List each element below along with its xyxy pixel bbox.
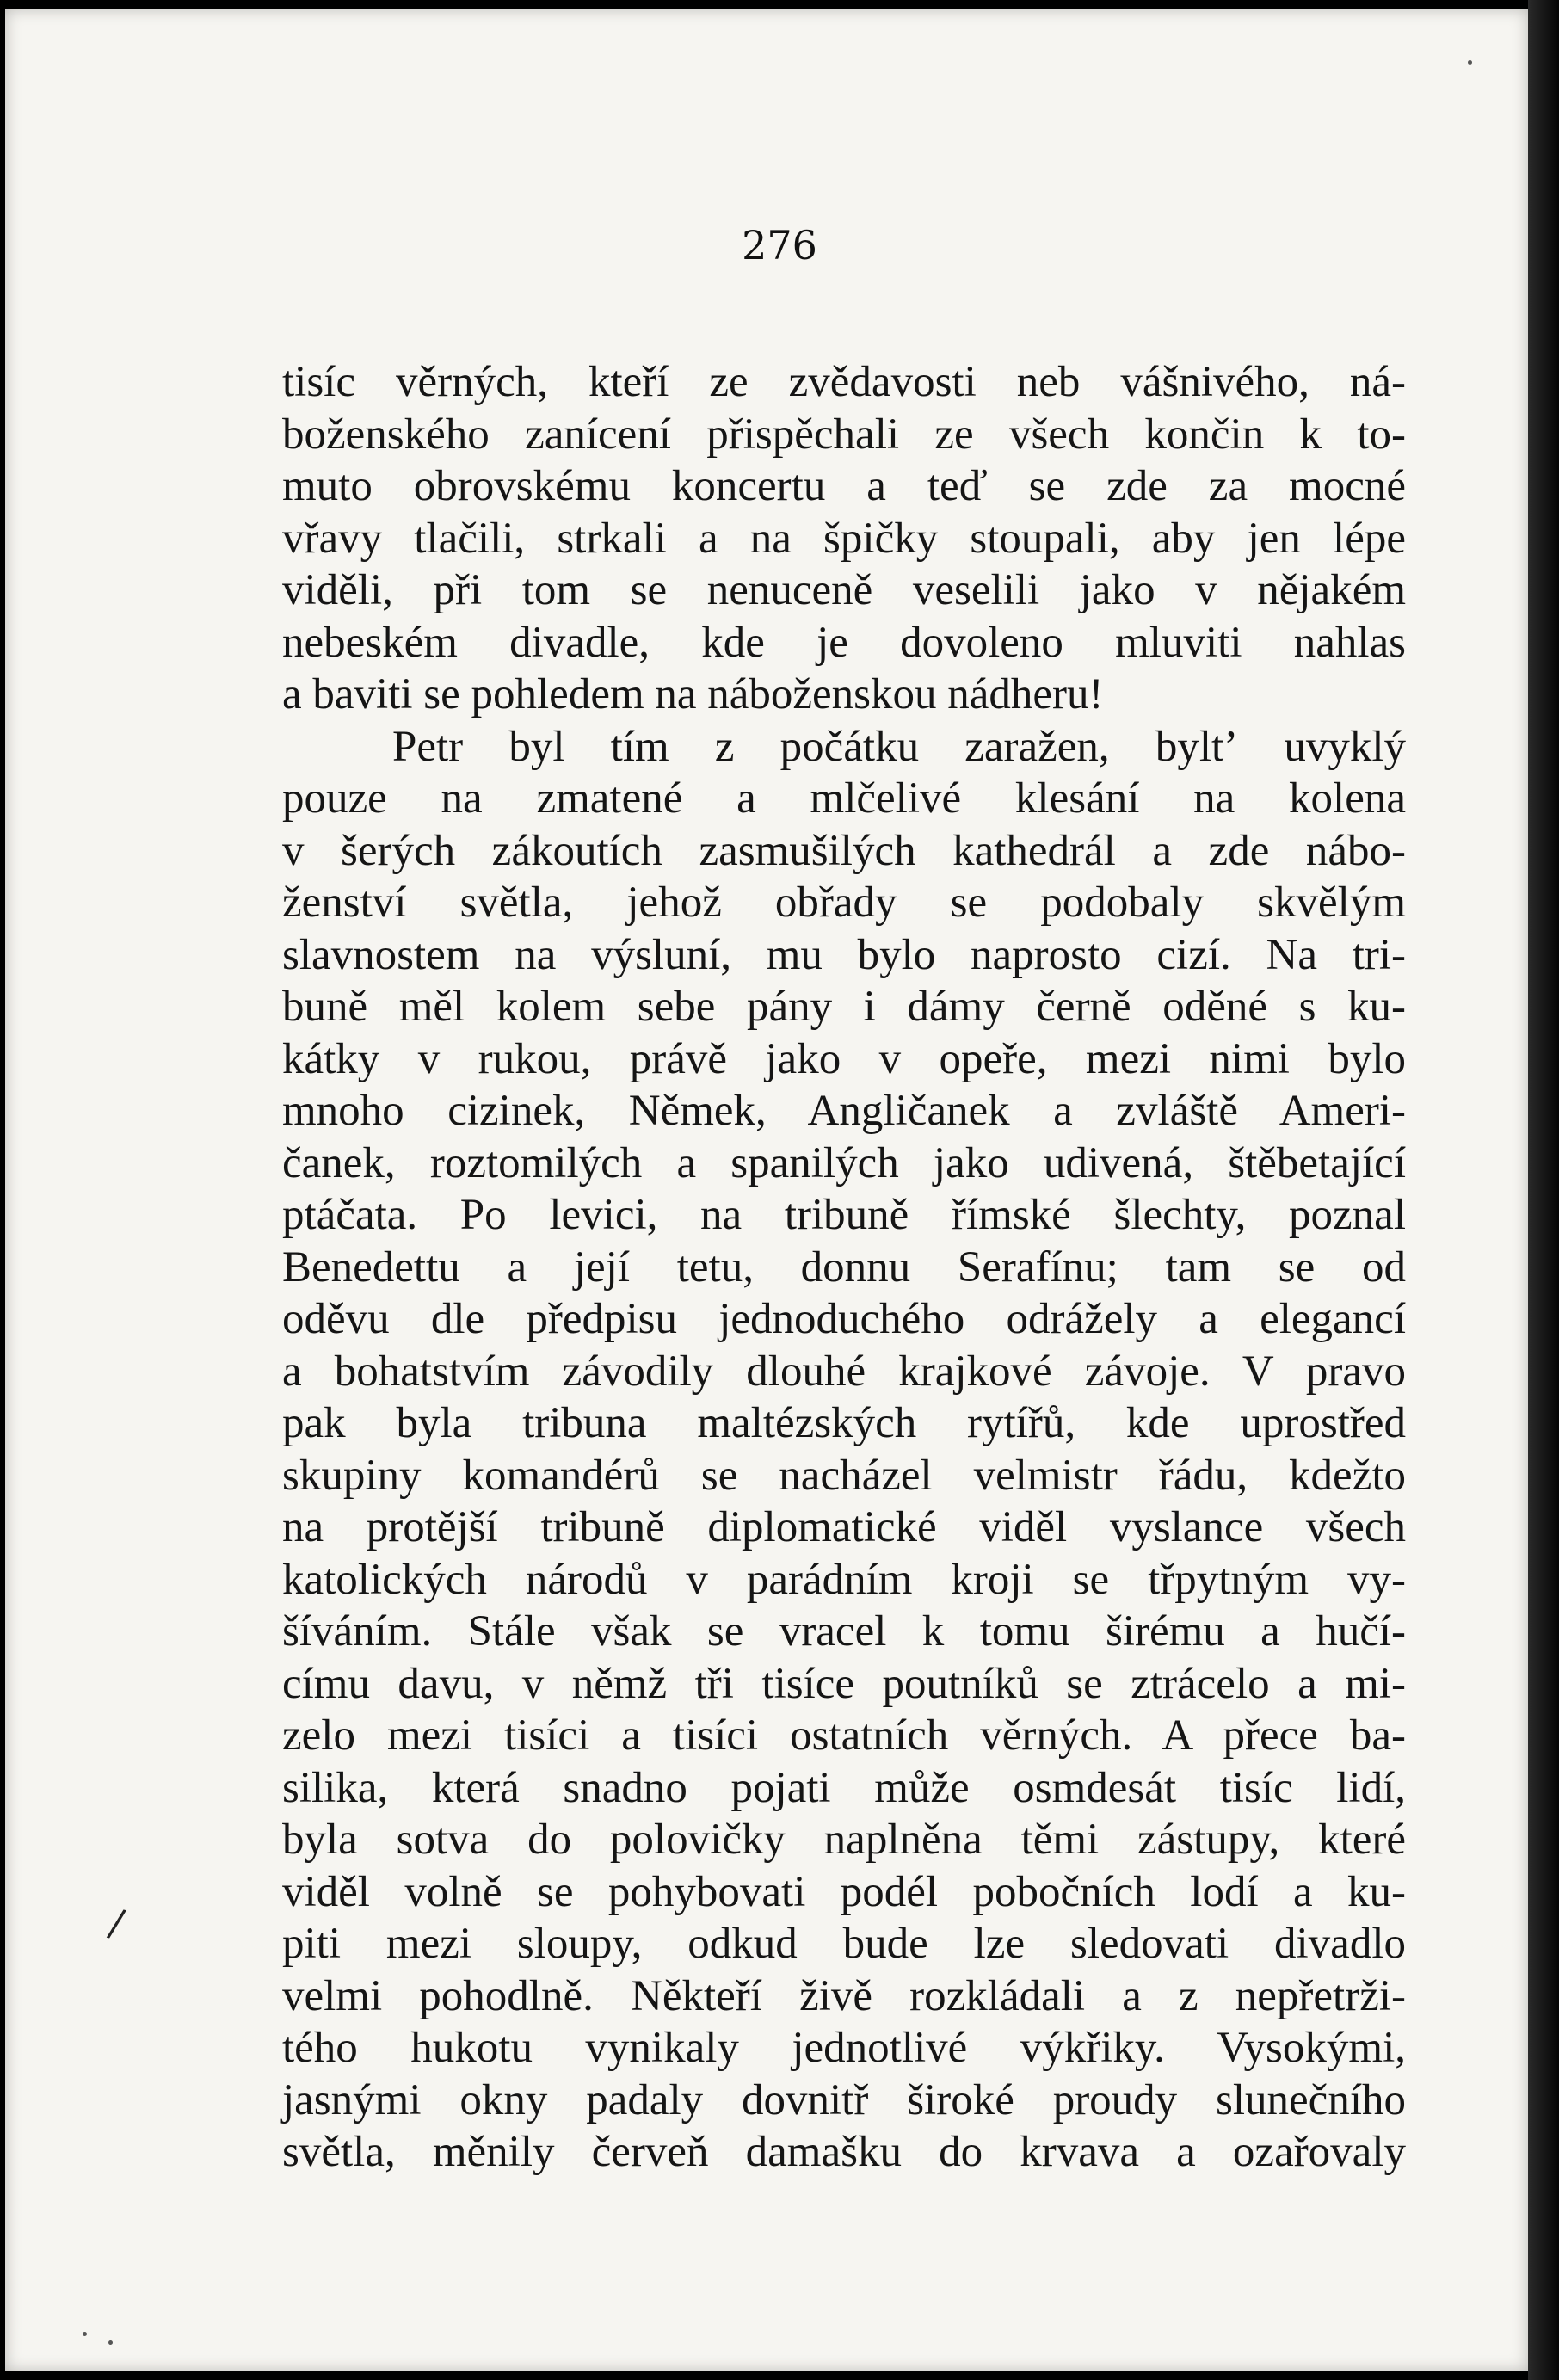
body-text [282,356,1406,2179]
margin-mark: / [105,1900,128,1947]
scan-speck [1468,60,1472,65]
text-line: pouze na zmatené a mlčelivé klesání na kolena [282,774,1406,823]
text-line: vřavy tlačili, strkali a na špičky stoupali, aby jen lépe [282,514,1406,563]
text-line: na protější tribuně diplomatické viděl vyslance všech [282,1503,1406,1551]
text-line: címu davu, v němž tři tisíce poutníků se ztrácelo a mi- [282,1659,1406,1708]
text-line: viděl volně se pohybovati podél pobočních lodí a ku- [282,1867,1406,1916]
text-line: tisíc věrných, kteří ze zvědavosti neb vášnivého, ná- [282,358,1406,406]
text-line: skupiny komandérů se nacházel velmistr řádu, kdežto [282,1451,1406,1500]
text-line: v šerých zákoutích zasmušilých kathedrál a zde nábo- [282,826,1406,875]
text-line: nebeském divadle, kde je dovoleno mluviti nahlas [282,618,1406,667]
paragraph-start-line: Petr byl tím z počátku zaražen, byltʼ uvyklý [392,722,1406,771]
page-number: 276 [742,222,817,268]
text-line: kátky v rukou, právě jako v opeře, mezi nimi bylo [282,1034,1406,1083]
text-line: šíváním. Stále však se vracel k tomu širému a hučí- [282,1607,1406,1656]
text-line: zelo mezi tisíci a tisíci ostatních věrných. A přece ba- [282,1711,1406,1760]
text-line: ženství světla, jehož obřady se podobaly skvělým [282,879,1406,927]
text-line: muto obrovskému koncertu a teď se zde za mocné [282,462,1406,510]
text-line: pak byla tribuna maltézských rytířů, kde uprostřed [282,1399,1406,1447]
text-line: buně měl kolem sebe pány i dámy černě oděné s ku- [282,983,1406,1031]
text-line: čanek, roztomilých a spanilých jako udivená, štěbetající [282,1138,1406,1187]
text-line: oděvu dle předpisu jednoduchého odrážely a elegancí [282,1295,1406,1343]
text-line: a bohatstvím závodily dlouhé krajkové závoje. V pravo [282,1347,1406,1396]
text-line: boženského zanícení přispěchali ze všech končin k to- [282,410,1406,459]
text-line: katolických národů v parádním kroji se třpytným vy- [282,1555,1406,1604]
text-line: mnoho cizinek, Němek, Angličanek a zvláště Ameri- [282,1087,1406,1135]
text-line: velmi pohodlně. Někteří živě rozkládali a z nepřetrži- [282,1971,1406,2020]
text-line: světla, měnily červeň damašku do krvava a ozařovaly [282,2128,1406,2176]
text-line: Benedettu a její tetu, donnu Serafínu; tam se od [282,1242,1406,1292]
text-line: slavnostem na výsluní, mu bylo naprosto cizí. Na tri- [282,930,1406,979]
page-edge-shadow [1528,0,1559,2380]
text-line: jasnými okny padaly dovnitř široké proudy slunečního [282,2075,1406,2124]
text-line: piti mezi sloupy, odkud bude lze sledovati divadlo [282,1920,1406,1968]
text-line: silika, která snadno pojati může osmdesát tisíc lidí, [282,1763,1406,1812]
scan-speck [83,2332,87,2336]
text-line: viděli, při tom se nenuceně veselili jako v nějakém [282,566,1406,614]
scan-speck [108,2340,113,2345]
text-line: a baviti se pohledem na náboženskou nádheru! [282,670,1104,718]
text-line: ptáčata. Po levici, na tribuně římské šlechty, poznal [282,1191,1406,1239]
text-line: byla sotva do polovičky naplněna těmi zástupy, které [282,1816,1406,1864]
text-line: tého hukotu vynikaly jednotlivé výkřiky. Vysokými, [282,2024,1406,2072]
